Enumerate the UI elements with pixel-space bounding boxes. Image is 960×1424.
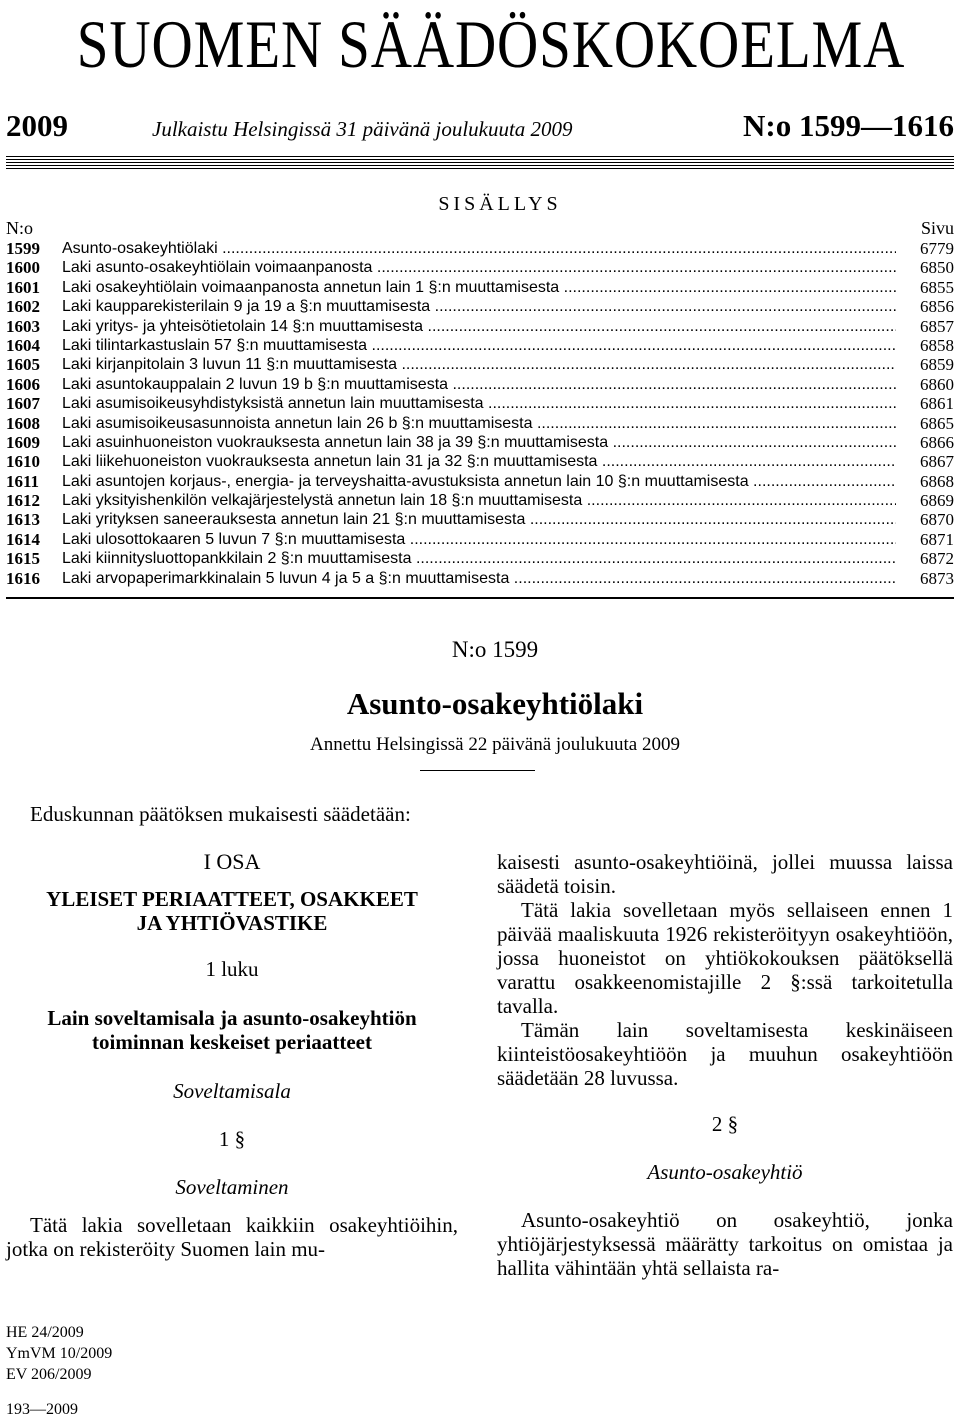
toc-row-number: 1609	[6, 432, 40, 452]
toc-list	[6, 239, 954, 588]
section-1-number: 1 §	[218, 1127, 246, 1151]
chapter-heading: 1 luku	[205, 957, 259, 981]
toc-row-title: Laki ulosottokaaren 5 luvun 7 §:n muuttamisesta .....	[62, 530, 896, 549]
toc-row-number: 1612	[6, 491, 40, 511]
toc-row-title: Laki asuntojen korjaus-, energia- ja terveyshaitta-avustuksista annetun lain 10 §:n muuttamisesta .....	[62, 472, 896, 491]
toc-row	[6, 317, 954, 336]
act-given-date: Annettu Helsingissä 22 päivänä joulukuuta 2009	[310, 734, 680, 755]
toc-row-number: 1611	[6, 471, 40, 491]
toc-row	[6, 336, 954, 355]
issue-year: 2009	[6, 108, 68, 143]
reference-he: HE 24/2009	[6, 1324, 84, 1341]
toc-row-page: 6870	[920, 510, 954, 530]
toc-row-page: 6861	[920, 394, 954, 414]
toc-row-number: 1600	[6, 258, 40, 278]
toc-row-title: Laki asuntokauppalain 2 luvun 19 b §:n muuttamisesta .....	[62, 375, 896, 394]
left-column	[6, 850, 458, 1261]
toc-row	[6, 278, 954, 297]
act-number: N:o 1599	[451, 637, 539, 662]
toc-row-page: 6866	[920, 432, 954, 452]
toc-row-title: Laki asumisoikeusyhdistyksistä annetun lain muuttamisesta .....	[62, 394, 896, 413]
toc-row	[6, 510, 954, 529]
act-separator	[420, 770, 535, 771]
chapter-title-line-1: Lain soveltamisala ja asunto-osakeyhtiön	[47, 1006, 417, 1030]
toc-row-title: Laki kirjanpitolain 3 luvun 11 §:n muuttamisesta .....	[62, 355, 896, 374]
toc-row-page: 6868	[920, 471, 954, 491]
reference-ymvm: YmVM 10/2009	[6, 1345, 113, 1362]
toc-row-title: Laki kaupparekisterilain 9 ja 19 a §:n muuttamisesta .....	[62, 297, 896, 316]
part-title-line-1: YLEISET PERIAATTEET, OSAKKEET	[46, 887, 418, 911]
toc-row-number: 1604	[6, 335, 40, 355]
toc-row-title: Asunto-osakeyhtiölaki .....	[62, 239, 896, 258]
toc-row-title: Laki liikehuoneiston vuokrauksesta annetun lain 31 ja 32 §:n muuttamisesta .....	[62, 452, 896, 471]
toc-row-title: Laki asumisoikeusasunnoista annetun lain 26 b §:n muuttamisesta .....	[62, 414, 896, 433]
toc-row	[6, 433, 954, 452]
section-2-paragraph: Asunto-osakeyhtiö on osakeyhtiö, jonka yhtiöjärjestyksessä määrätty tarkoitus on omistaa ja hallita vähintään yhtä sellaista ra-	[497, 1208, 953, 1280]
issue-numbers: N:o 1599—1616	[743, 108, 954, 143]
toc-row-page: 6850	[920, 258, 954, 278]
legislative-references	[6, 1322, 112, 1385]
toc-row-number: 1599	[6, 239, 40, 258]
page-identifier: 193—2009	[6, 1401, 78, 1418]
publication-date: Julkaistu Helsingissä 31 päivänä joulukuuta 2009	[152, 117, 573, 141]
toc-col-no: N:o	[6, 218, 33, 238]
toc-row-title: Laki arvopaperimarkkinalain 5 luvun 4 ja 5 a §:n muuttamisesta .....	[62, 569, 896, 588]
section-1-paragraph-3: Tämän lain soveltamisesta keskinäiseen kiinteistöosakeyhtiöön ja muuhun osakeyhtiöön säädetään 28 luvussa.	[497, 1018, 953, 1090]
part-title-line-2: JA YHTIÖVASTIKE	[136, 911, 328, 935]
toc-row-number: 1606	[6, 374, 40, 394]
toc-row-number: 1616	[6, 568, 40, 588]
toc-row	[6, 414, 954, 433]
part-heading: I OSA	[203, 849, 261, 874]
header-rule	[6, 156, 954, 176]
toc-row-title: Laki kiinnitysluottopankkilain 2 §:n muuttamisesta .....	[62, 549, 896, 568]
preamble: Eduskunnan päätöksen mukaisesti säädetään:	[30, 802, 411, 826]
section-1-title: Soveltaminen	[175, 1175, 289, 1199]
toc-row-page: 6860	[920, 374, 954, 394]
toc-row-title: Laki asuinhuoneiston vuokrauksesta annetun lain 38 ja 39 §:n muuttamisesta .....	[62, 433, 896, 452]
toc-row-number: 1605	[6, 355, 40, 375]
toc-col-page: Sivu	[920, 218, 954, 238]
toc-row-number: 1613	[6, 510, 40, 530]
toc-row	[6, 472, 954, 491]
toc-row-title: Laki osakeyhtiölain voimaanpanosta annetun lain 1 §:n muuttamisesta .....	[62, 278, 896, 297]
toc-row-page: 6865	[920, 413, 954, 433]
toc-row	[6, 394, 954, 413]
toc-row-number: 1614	[6, 529, 40, 549]
toc-row	[6, 355, 954, 374]
toc-row-number: 1608	[6, 413, 40, 433]
toc-row-page: 6779	[920, 239, 954, 258]
toc-row-page: 6858	[920, 335, 954, 355]
toc-row-number: 1602	[6, 297, 40, 317]
toc-row	[6, 549, 954, 568]
toc-row	[6, 239, 954, 258]
toc-row-page: 6857	[920, 316, 954, 336]
toc-row-page: 6869	[920, 491, 954, 511]
section-1-paragraph: Tätä lakia sovelletaan kaikkiin osakeyhtiöihin, jotka on rekisteröity Suomen lain mu-	[6, 1213, 458, 1261]
toc-row-page: 6855	[920, 277, 954, 297]
toc-row-title: Laki yrityksen saneerauksesta annetun lain 21 §:n muuttamisesta .....	[62, 510, 896, 529]
section-1-paragraph-2: Tätä lakia sovelletaan myös sellaiseen ennen 1 päivää maaliskuuta 1926 rekisteröityyn osakeyhtiöön, jossa huoneistot on yhtiökokouksen päätöksellä varattu osakkeenomistajille 2 §:ssä tarkoitetulla tavalla.	[497, 898, 953, 1018]
toc-row-page: 6872	[920, 549, 954, 569]
toc-row	[6, 452, 954, 471]
toc-row-title: Laki asunto-osakeyhtiölain voimaanpanosta .....	[62, 258, 896, 277]
toc-row-page: 6859	[920, 355, 954, 375]
section-group-heading: Soveltamisala	[173, 1079, 291, 1103]
toc-row-number: 1615	[6, 549, 40, 569]
toc-row-page: 6867	[920, 452, 954, 472]
toc-row	[6, 569, 954, 588]
toc-row	[6, 375, 954, 394]
chapter-title-line-2: toiminnan keskeiset periaatteet	[92, 1030, 372, 1054]
toc-row-page: 6871	[920, 529, 954, 549]
toc-row	[6, 491, 954, 510]
toc-row-title: Laki yksityishenkilön velkajärjestelystä annetun lain 18 §:n muuttamisesta .....	[62, 491, 896, 510]
section-2-number: 2 §	[711, 1112, 739, 1136]
toc-row-number: 1607	[6, 394, 40, 414]
right-column	[497, 850, 953, 1280]
toc-row	[6, 258, 954, 277]
section-1-continuation: kaisesti asunto-osakeyhtiöinä, jollei muussa laissa säädetä toisin.	[497, 850, 953, 898]
issue-row	[6, 108, 954, 148]
toc-row-number: 1603	[6, 316, 40, 336]
toc-header	[6, 218, 954, 238]
toc-divider	[6, 597, 954, 599]
toc-row	[6, 297, 954, 316]
toc-row-title: Laki tilintarkastuslain 57 §:n muuttamisesta .....	[62, 336, 896, 355]
toc-row-page: 6873	[920, 568, 954, 588]
toc-row-number: 1610	[6, 452, 40, 472]
act-title: Asunto-osakeyhtiölaki	[346, 686, 644, 721]
toc-row-title: Laki yritys- ja yhteisötietolain 14 §:n muuttamisesta .....	[62, 317, 896, 336]
toc-title: SISÄLLYS	[438, 193, 562, 215]
section-2-title: Asunto-osakeyhtiö	[647, 1160, 803, 1184]
masthead: SUOMEN SÄÄDÖSKOKOELMA	[76, 6, 906, 82]
reference-ev: EV 206/2009	[6, 1366, 92, 1383]
toc-row-page: 6856	[920, 297, 954, 317]
toc-row-number: 1601	[6, 277, 40, 297]
toc-row	[6, 530, 954, 549]
